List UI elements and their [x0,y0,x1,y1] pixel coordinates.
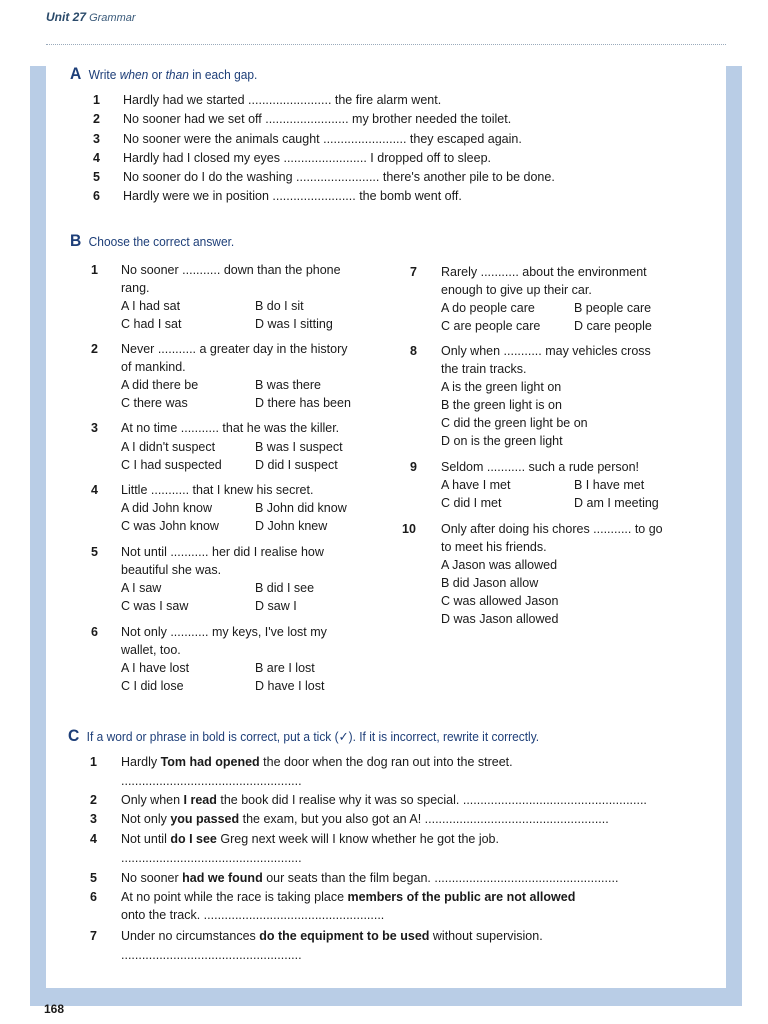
b-q8-option-a: A is the green light on [441,380,562,394]
a-item-5-text: No sooner do I do the washing ........................ there's another pile to be done. [123,170,555,184]
c-item-5-post: our seats than the film began. ..................................................... [262,871,619,885]
page-header [46,10,136,24]
c-item-1-answer-line: .................................................... [121,774,302,788]
c-item-7-answer-line: .................................................... [121,948,302,962]
c-item-3-post: the exam, but you also got an A! ..................................................... [239,812,609,826]
section-c-heading [68,726,539,746]
b-q6-option-a: A I have lost [121,661,190,675]
section-b-instruction: Choose the correct answer. [88,234,235,249]
b-q6-option-d: D have I lost [255,679,325,693]
b-q5-line2: beautiful she was. [121,563,222,577]
b-q8-number: 8 [410,344,417,358]
c-item-4-post: Greg next week will I know whether he got the job. [216,832,499,846]
b-q4-number: 4 [91,483,98,497]
b-q10-number: 10 [402,522,416,536]
b-q3-option-a: A I didn't suspect [121,440,216,454]
b-q1-option-c: C had I sat [121,317,182,331]
c-item-7-text [121,929,543,943]
b-q9-option-c: C did I met [441,496,502,510]
section-a-instr-or: or [151,67,163,82]
section-c-letter: C [68,726,80,745]
c-item-4-number: 4 [90,832,97,846]
b-q5-option-a: A I saw [121,581,162,595]
b-q1-line1: No sooner ........... down than the phone [121,263,341,277]
unit-label: Unit 27 [46,10,87,24]
a-item-5-number: 5 [93,170,100,184]
c-item-5-number: 5 [90,871,97,885]
c-item-6-pre: At no point while the race is taking place [121,890,348,904]
c-item-6-number: 6 [90,890,97,904]
c-item-3-pre: Not only [121,812,171,826]
b-q10-option-c: C was allowed Jason [441,594,559,608]
section-a-instr-post: in each gap. [192,67,258,82]
c-item-5-text [121,871,618,885]
b-q1-number: 1 [91,263,98,277]
a-item-4-number: 4 [93,151,100,165]
c-item-2-text [121,793,647,807]
c-item-7-number: 7 [90,929,97,943]
b-q3-option-c: C I had suspected [121,458,222,472]
header-rule [46,44,726,45]
c-item-7-bold: do the equipment to be used [259,929,430,943]
c-item-1-bold: Tom had opened [160,755,260,769]
c-item-3-bold: you passed [170,812,240,826]
c-item-2-number: 2 [90,793,97,807]
a-item-6-number: 6 [93,189,100,203]
b-q5-number: 5 [91,545,98,559]
c-item-5-pre: No sooner [121,871,183,885]
b-q7-line1: Rarely ........... about the environment [441,265,647,279]
b-q2-line1: Never ........... a greater day in the history [121,342,348,356]
b-q9-number: 9 [410,460,417,474]
c-item-4-text [121,832,499,846]
c-item-2-post: the book did I realise why it was so special. ..................................................... [216,793,647,807]
a-item-2-text: No sooner had we set off ........................ my brother needed the toilet. [123,112,512,126]
b-q4-line1: Little ........... that I knew his secret. [121,483,314,497]
b-q8-option-b: B the green light is on [441,398,562,412]
b-q4-option-a: A did John know [121,501,213,515]
b-q10-option-b: B did Jason allow [441,576,539,590]
b-q5-option-d: D saw I [255,599,297,613]
c-item-6-line2: onto the track. .................................................... [121,908,385,922]
b-q7-line2: enough to give up their car. [441,283,592,297]
b-q8-option-d: D on is the green light [441,434,563,448]
b-q2-number: 2 [91,342,98,356]
c-item-7-pre: Under no circumstances [121,929,260,943]
b-q1-line2: rang. [121,281,150,295]
a-item-3-number: 3 [93,132,100,146]
b-q4-option-b: B John did know [255,501,347,515]
b-q10-line2: to meet his friends. [441,540,547,554]
c-item-3-number: 3 [90,812,97,826]
b-q1-option-d: D was I sitting [255,317,333,331]
section-a-instr-when: when [119,67,149,82]
b-q4-option-d: D John knew [255,519,328,533]
b-q9-option-a: A have I met [441,478,511,492]
b-q5-option-b: B did I see [255,581,315,595]
b-q1-option-a: A I had sat [121,299,181,313]
b-q3-option-d: D did I suspect [255,458,338,472]
c-item-4-pre: Not until [121,832,171,846]
b-q2-option-d: D there has been [255,396,351,410]
b-q2-option-b: B was there [255,378,322,392]
b-q3-option-b: B was I suspect [255,440,343,454]
b-q4-option-c: C was John know [121,519,219,533]
b-q5-option-c: C was I saw [121,599,189,613]
c-item-1-post: the door when the dog ran out into the street. [259,755,513,769]
b-q9-line1: Seldom ........... such a rude person! [441,460,640,474]
b-q7-option-c: C are people care [441,319,541,333]
b-q7-option-d: D care people [574,319,652,333]
b-q2-option-a: A did there be [121,378,199,392]
c-item-1-text [121,755,513,769]
section-a-instr-than: than [165,67,189,82]
b-q3-line1: At no time ........... that he was the killer. [121,421,340,435]
a-item-2-number: 2 [93,112,100,126]
b-q8-line1: Only when ........... may vehicles cross [441,344,651,358]
b-q3-number: 3 [91,421,98,435]
b-q7-number: 7 [410,265,417,279]
b-q6-line1: Not only ........... my keys, I've lost my [121,625,327,639]
c-item-3-text [121,812,609,826]
a-item-1-text: Hardly had we started ........................ the fire alarm went. [123,93,442,107]
c-item-5-bold: had we found [182,871,263,885]
b-q7-option-b: B people care [574,301,652,315]
b-q5-line1: Not until ........... her did I realise how [121,545,324,559]
b-q10-line1: Only after doing his chores ........... to go [441,522,663,536]
b-q7-option-a: A do people care [441,301,535,315]
c-item-6-bold: members of the public are not allowed [347,890,576,904]
b-q2-option-c: C there was [121,396,188,410]
a-item-4-text: Hardly had I closed my eyes ........................ I dropped off to sleep. [123,151,491,165]
b-q8-line2: the train tracks. [441,362,527,376]
section-b-letter: B [70,231,82,250]
c-item-7-post: without supervision. [429,929,543,943]
page-number: 168 [44,1002,65,1016]
b-q9-option-b: B I have met [574,478,645,492]
c-item-4-bold: do I see [170,832,217,846]
section-a-heading [70,64,257,84]
c-item-1-number: 1 [90,755,97,769]
section-c-instruction: If a word or phrase in bold is correct, put a tick (✓). If it is incorrect, rewrite it correctly. [86,729,540,744]
b-q9-option-d: D am I meeting [574,496,659,510]
b-q8-option-c: C did the green light be on [441,416,588,430]
section-label: Grammar [89,12,136,24]
c-item-2-bold: I read [183,793,217,807]
b-q6-line2: wallet, too. [121,643,181,657]
b-q6-option-b: B are I lost [255,661,315,675]
c-item-6-text [121,890,575,904]
a-item-3-text: No sooner were the animals caught ........................ they escaped again. [123,132,522,146]
c-item-4-answer-line: .................................................... [121,851,302,865]
section-a-instr-pre: Write [88,67,117,82]
b-q10-option-a: A Jason was allowed [441,558,558,572]
b-q1-option-b: B do I sit [255,299,304,313]
a-item-1-number: 1 [93,93,100,107]
c-item-2-pre: Only when [121,793,184,807]
section-a-letter: A [70,64,82,83]
b-q6-number: 6 [91,625,98,639]
section-b-heading [70,231,234,251]
b-q2-line2: of mankind. [121,360,186,374]
c-item-1-pre: Hardly [121,755,161,769]
b-q10-option-d: D was Jason allowed [441,612,559,626]
b-q6-option-c: C I did lose [121,679,184,693]
a-item-6-text: Hardly were we in position ........................ the bomb went off. [123,189,462,203]
